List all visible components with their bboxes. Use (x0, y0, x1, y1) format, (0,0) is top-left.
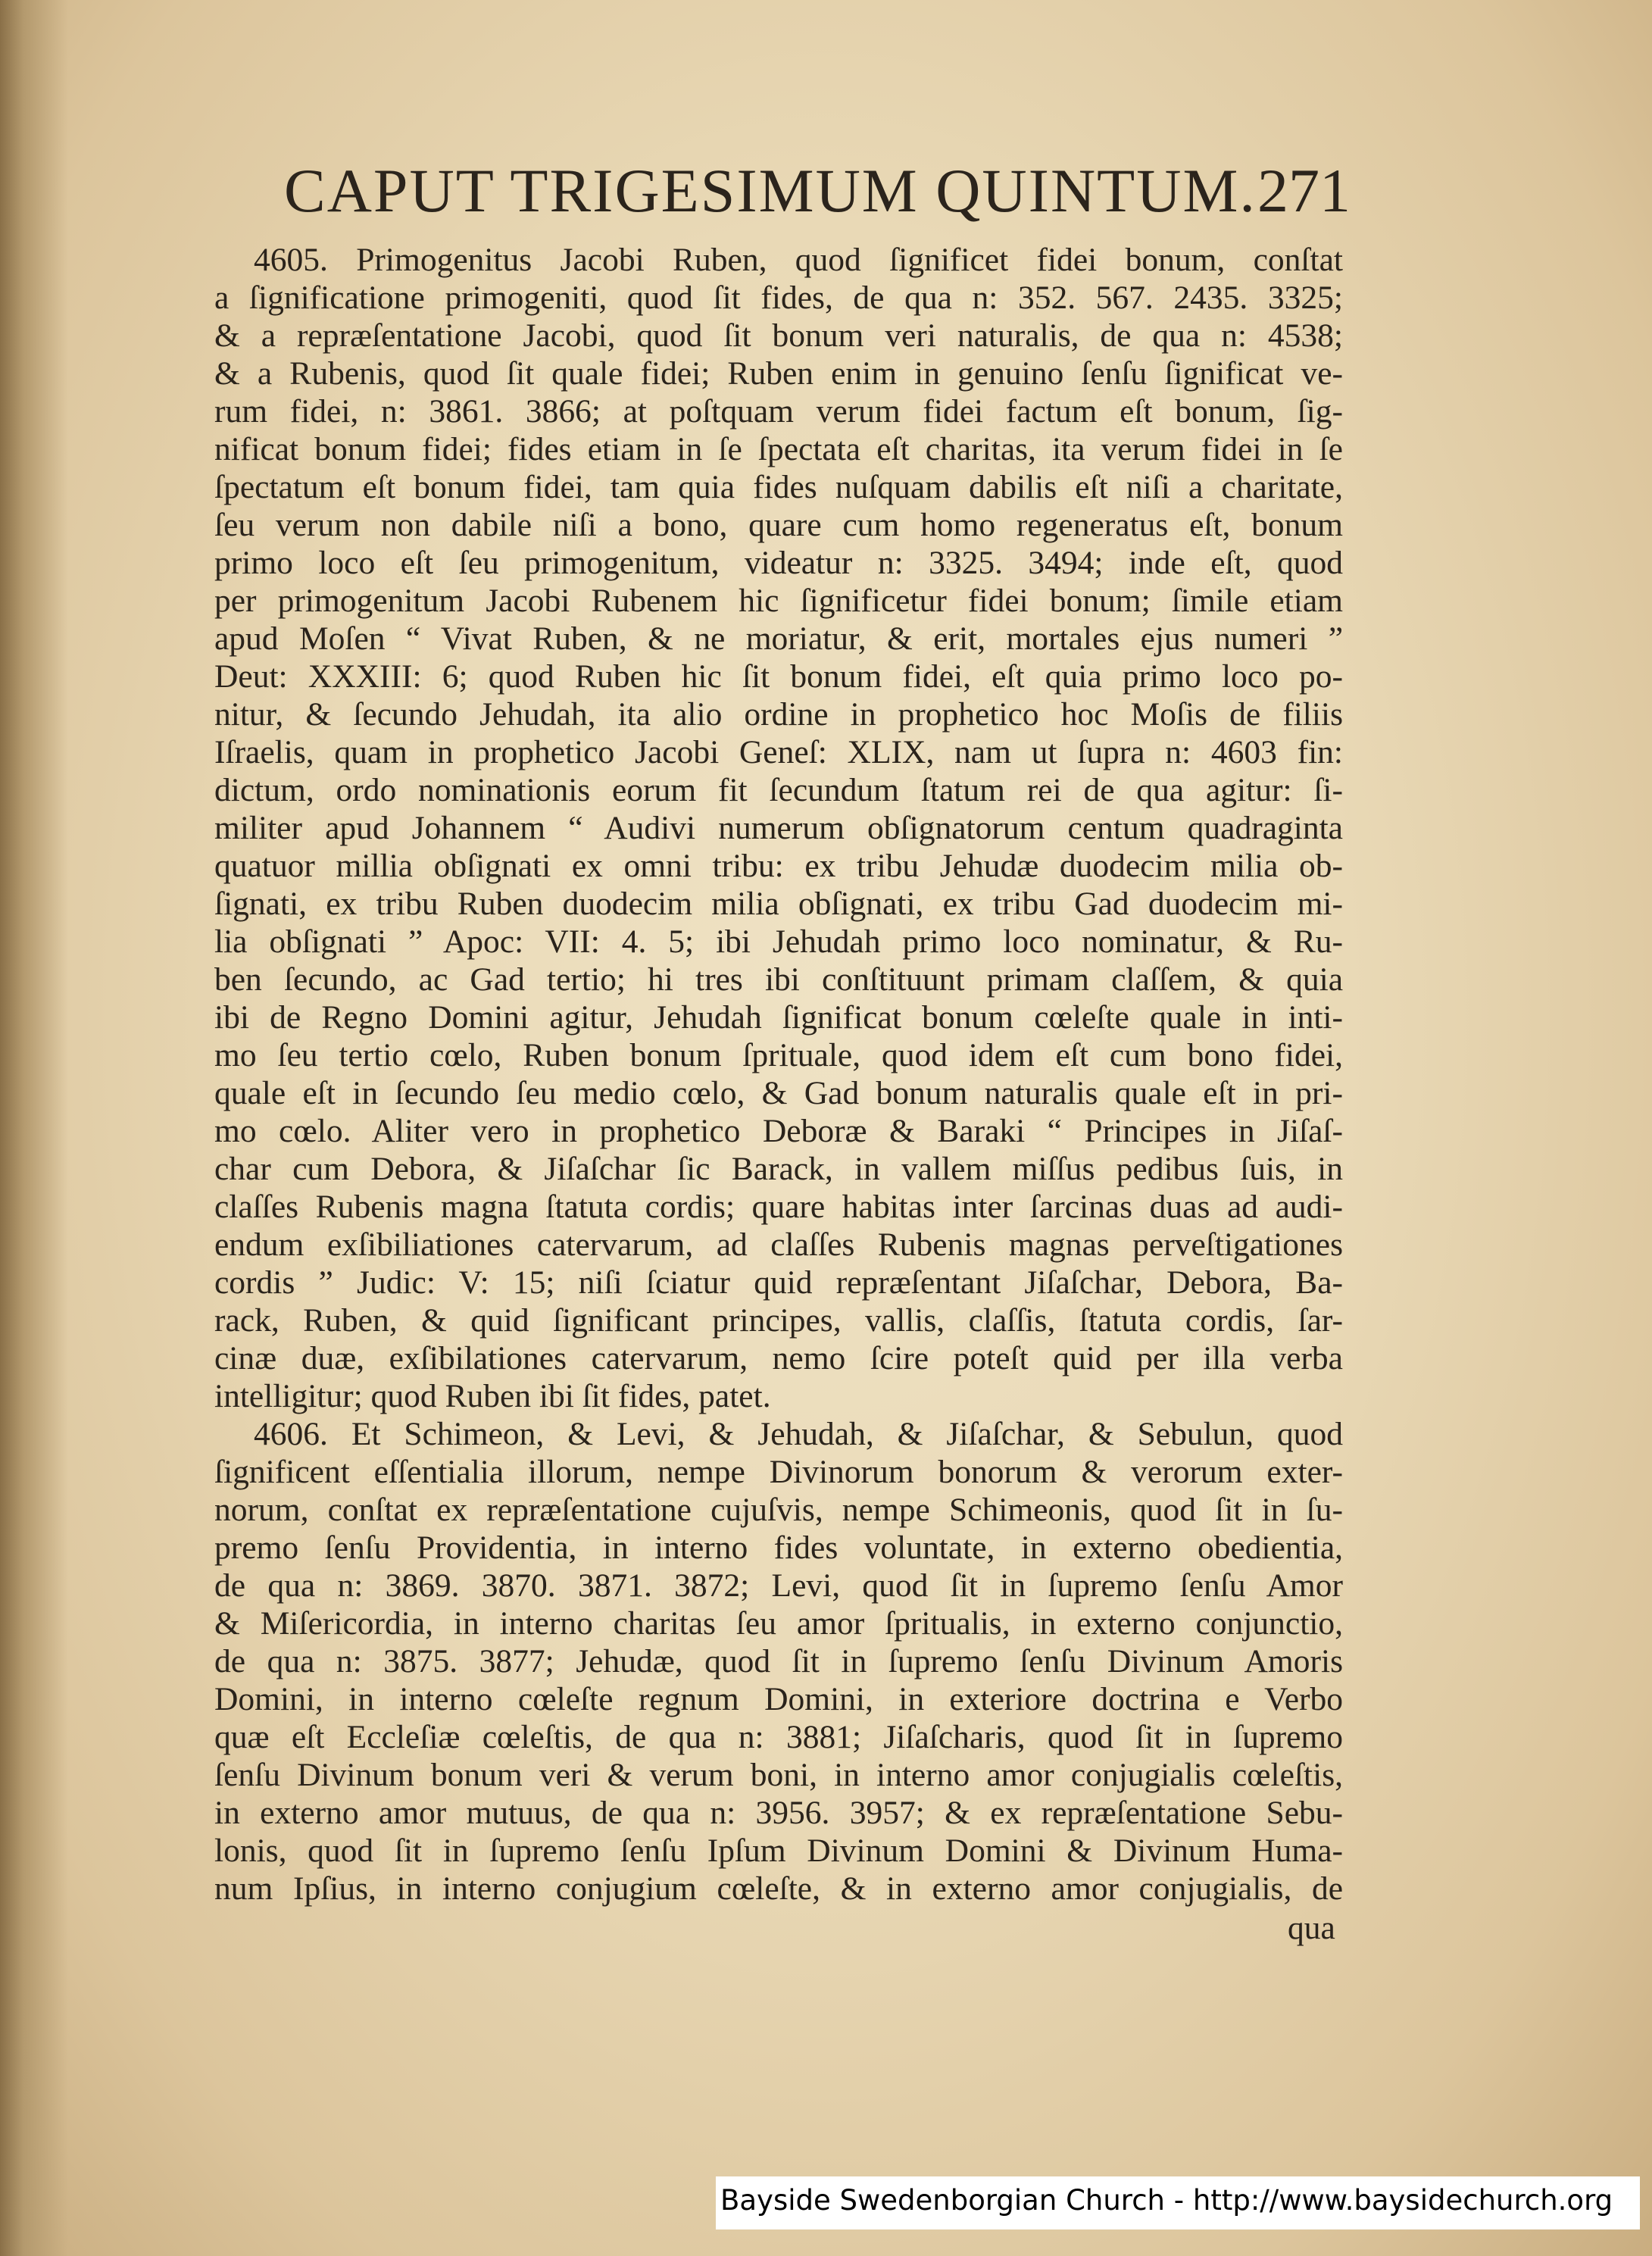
text-line: num Ipſius, in interno conjugium cœleſte, & in externo amor conjugialis, de (214, 1870, 1343, 1907)
text-line: char cum Debora, & Jiſaſchar ſic Barack, in vallem miſſus pedibus ſuis, in (214, 1151, 1343, 1187)
text-line: rum fidei, n: 3861. 3866; at poſtquam verum fidei factum eſt bonum, ſig- (214, 393, 1343, 430)
catchword: qua (1288, 1910, 1335, 1946)
text-line: quæ eſt Eccleſiæ cœleſtis, de qua n: 3881; Jiſaſcharis, quod ſit in ſupremo (214, 1719, 1343, 1755)
footer-caption (716, 2176, 1640, 2229)
gutter-shadow (0, 0, 68, 2256)
text-line: nitur, & ſecundo Jehudah, ita alio ordine in prophetico hoc Moſis de filiis (214, 696, 1343, 733)
text-line: dictum, ordo nominationis eorum fit ſecundum ſtatum rei de qua agitur: ſi- (214, 772, 1343, 808)
text-line: per primogenitum Jacobi Rubenem hic ſignificetur fidei bonum; ſimile etiam (214, 583, 1343, 619)
text-line: ibi de Regno Domini agitur, Jehudah ſignificat bonum cœleſte quale in inti- (214, 999, 1343, 1036)
text-line: nificat bonum fidei; fides etiam in ſe ſpectata eſt charitas, ita verum fidei in ſe (214, 431, 1343, 467)
running-head (284, 155, 1351, 239)
text-line: de qua n: 3875. 3877; Jehudæ, quod ſit in ſupremo ſenſu Divinum Amoris (214, 1643, 1343, 1680)
text-line: mo ſeu tertio cœlo, Ruben bonum ſprituale, quod idem eſt cum bono fidei, (214, 1037, 1343, 1073)
footer-text: Bayside Swedenborgian Church - http://www.baysidechurch.org (720, 2184, 1613, 2217)
text-line: ſignificent eſſentialia illorum, nempe Divinorum bonorum & verorum exter- (214, 1454, 1343, 1490)
text-line: & Miſericordia, in interno charitas ſeu amor ſpritualis, in externo conjunctio, (214, 1605, 1343, 1642)
text-line: rack, Ruben, & quid ſignificant principes, vallis, claſſis, ſtatuta cordis, ſar- (214, 1302, 1343, 1339)
text-line: claſſes Rubenis magna ſtatuta cordis; quare habitas inter ſarcinas duas ad audi- (214, 1189, 1343, 1225)
text-line: mo cœlo. Aliter vero in prophetico Deboræ & Baraki “ Principes in Jiſaſ- (214, 1113, 1343, 1149)
text-line: cordis ” Judic: V: 15; niſi ſciatur quid repræſentant Jiſaſchar, Debora, Ba- (214, 1264, 1343, 1301)
text-line: de qua n: 3869. 3870. 3871. 3872; Levi, quod ſit in ſupremo ſenſu Amor (214, 1567, 1343, 1604)
text-line: apud Moſen “ Vivat Ruben, & ne moriatur, & erit, mortales ejus numeri ” (214, 620, 1343, 657)
text-line: quale eſt in ſecundo ſeu medio cœlo, & Gad bonum naturalis quale eſt in pri- (214, 1075, 1343, 1111)
text-line: cinæ duæ, exſibilationes catervarum, nemo ſcire poteſt quid per illa verba (214, 1340, 1343, 1376)
text-line: lia obſignati ” Apoc: VII: 4. 5; ibi Jehudah primo loco nominatur, & Ru- (214, 923, 1343, 960)
chapter-title: CAPUT TRIGESIMUM QUINTUM. (284, 156, 1257, 225)
body-text (214, 241, 1343, 1908)
text-line: intelligitur; quod Ruben ibi ſit fides, patet. (214, 1378, 771, 1414)
text-line: 4605. Primogenitus Jacobi Ruben, quod ſignificet fidei bonum, conſtat (254, 242, 1343, 278)
text-line: a ſignificatione primogeniti, quod ſit fides, de qua n: 352. 567. 2435. 3325; (214, 280, 1343, 316)
text-line: & a repræſentatione Jacobi, quod ſit bonum veri naturalis, de qua n: 4538; (214, 317, 1343, 354)
text-line: ben ſecundo, ac Gad tertio; hi tres ibi conſtituunt primam claſſem, & quia (214, 961, 1343, 998)
text-line: primo loco eſt ſeu primogenitum, videatur n: 3325. 3494; inde eſt, quod (214, 545, 1343, 581)
text-line: 4606. Et Schimeon, & Levi, & Jehudah, & Jiſaſchar, & Sebulun, quod (254, 1416, 1343, 1452)
text-line: ſenſu Divinum bonum veri & verum boni, in interno amor conjugialis cœleſtis, (214, 1757, 1343, 1793)
text-line: lonis, quod ſit in ſupremo ſenſu Ipſum Divinum Domini & Divinum Huma- (214, 1833, 1343, 1869)
text-line: ſignati, ex tribu Ruben duodecim milia obſignati, ex tribu Gad duodecim mi- (214, 886, 1343, 922)
text-line: ſeu verum non dabile niſi a bono, quare cum homo regeneratus eſt, bonum (214, 507, 1343, 543)
text-line: militer apud Johannem “ Audivi numerum obſignatorum centum quadraginta (214, 810, 1343, 846)
text-line: Domini, in interno cœleſte regnum Domini, in exteriore doctrina e Verbo (214, 1681, 1343, 1717)
text-line: in externo amor mutuus, de qua n: 3956. 3957; & ex repræſentatione Sebu- (214, 1795, 1343, 1831)
text-line: quatuor millia obſignati ex omni tribu: ex tribu Jehudæ duodecim milia ob- (214, 848, 1343, 884)
text-line: Deut: XXXIII: 6; quod Ruben hic ſit bonum fidei, eſt quia primo loco po- (214, 658, 1343, 695)
text-line: premo ſenſu Providentia, in interno fides voluntate, in externo obedientia, (214, 1530, 1343, 1566)
text-line: endum exſibiliationes catervarum, ad claſſes Rubenis magnas perveſtigationes (214, 1226, 1343, 1263)
page-number: 271 (1257, 156, 1351, 225)
text-line: norum, conſtat ex repræſentatione cujuſvis, nempe Schimeonis, quod ſit in ſu- (214, 1492, 1343, 1528)
text-line: ſpectatum eſt bonum fidei, tam quia fides nuſquam dabilis eſt niſi a charitate, (214, 469, 1343, 505)
text-line: & a Rubenis, quod ſit quale fidei; Ruben enim in genuino ſenſu ſignificat ve- (214, 355, 1343, 392)
text-line: Iſraelis, quam in prophetico Jacobi Geneſ: XLIX, nam ut ſupra n: 4603 fin: (214, 734, 1343, 770)
